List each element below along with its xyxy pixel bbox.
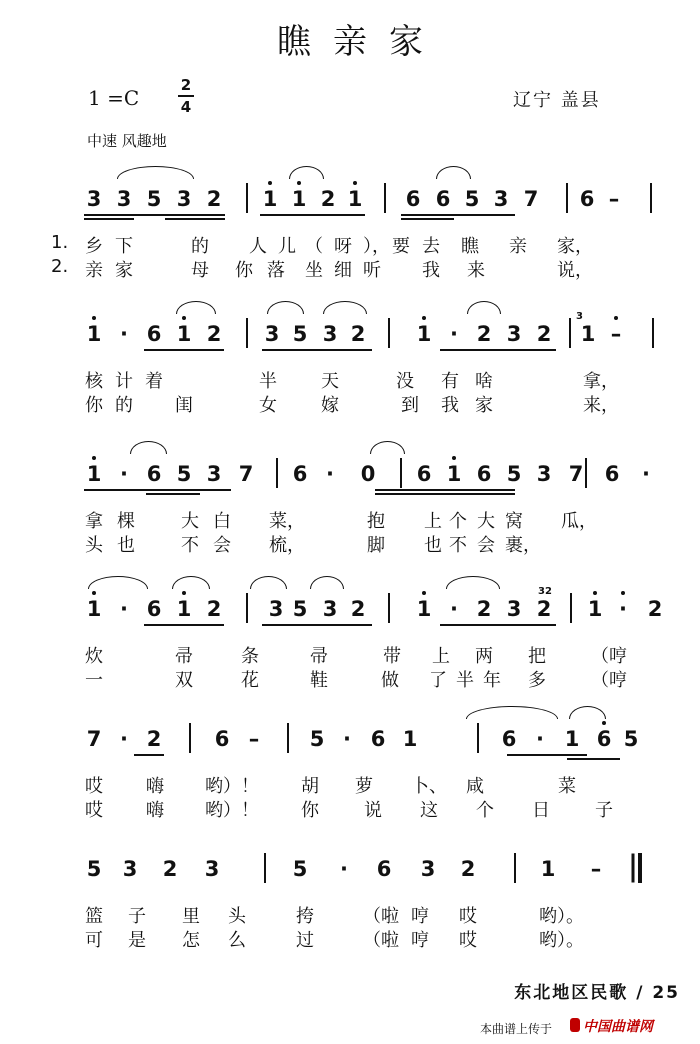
lyric-verse1: 计 [115, 371, 133, 392]
lyric-verse1: 帚 [175, 646, 193, 667]
note: 3 [506, 597, 522, 621]
note: 2 [460, 857, 476, 881]
note: · [536, 727, 544, 751]
note: · [120, 322, 128, 346]
note: 3 [122, 857, 138, 881]
note: 2 [476, 597, 492, 621]
note: 3 [506, 322, 522, 346]
lyric-verse1: 哼 [411, 906, 429, 927]
note: 1 [444, 462, 464, 486]
barline [585, 458, 587, 488]
score-line [0, 570, 700, 690]
slur-arc [446, 576, 500, 589]
note: · [613, 597, 633, 621]
lyric-verse1: 挎 [296, 906, 314, 927]
note: 2 [647, 597, 663, 621]
lyric-verse2: （哼 [591, 670, 627, 691]
note: 6 [370, 727, 386, 751]
barline [570, 593, 572, 623]
beam-underline [375, 489, 515, 491]
page-footer: 东北地区民歌 / 25 [514, 983, 680, 1003]
note: 3 [206, 462, 222, 486]
song-origin: 辽宁 盖县 [513, 90, 601, 111]
lyric-verse2: 女 [259, 395, 277, 416]
lyric-verse2: 说， [557, 260, 593, 281]
note: 1 [414, 597, 434, 621]
lyric-verse2: 闺 [175, 395, 193, 416]
note: 1 [564, 727, 580, 751]
note: · [326, 462, 334, 486]
lyric-verse2: 哎 [85, 800, 103, 821]
lyric-verse2: 细 [334, 260, 352, 281]
beam-underline [144, 349, 224, 351]
lyric-verse2: 哼 [411, 930, 429, 951]
beam-underline [507, 754, 587, 756]
slur-arc [467, 301, 501, 314]
beam-underline [84, 489, 231, 491]
barline [400, 458, 402, 488]
note: 2 [206, 187, 222, 211]
lyric-verse2: 的 [115, 395, 133, 416]
note: 2 [146, 727, 162, 751]
lyric-verse2: 鞋 [310, 670, 328, 691]
barline [246, 593, 248, 623]
lyric-verse2: 母 [191, 260, 209, 281]
note: 1 [174, 597, 194, 621]
note: 3 [116, 187, 132, 211]
beam-underline [440, 624, 556, 626]
slur-arc [172, 576, 210, 589]
note: 2 [206, 597, 222, 621]
lyric-verse2: 来， [583, 395, 619, 416]
barline [287, 723, 289, 753]
barline [650, 183, 652, 213]
slur-arc [130, 441, 167, 454]
beam-underline [144, 624, 224, 626]
slur-arc [466, 706, 558, 719]
lyric-verse1: 着 [145, 371, 163, 392]
lyric-verse1: 亲 [509, 236, 527, 257]
lyric-verse1: 把 [528, 646, 546, 667]
lyric-verse1: 1. [51, 232, 69, 253]
lyric-verse1: 去 [422, 236, 440, 257]
lyric-verse1: 棵 [117, 511, 135, 532]
final-barline [638, 853, 642, 883]
barline [246, 318, 248, 348]
lyric-verse2: 花 [241, 670, 259, 691]
lyric-verse2: 来 [467, 260, 485, 281]
note: 3 [86, 187, 102, 211]
note: 6 [214, 727, 230, 751]
note: 2 [162, 857, 178, 881]
barline [388, 318, 390, 348]
slur-arc [289, 166, 324, 179]
note: – [590, 857, 602, 881]
note: 2 [536, 597, 552, 621]
note: · [120, 462, 128, 486]
lyric-verse2: 会 [213, 535, 231, 556]
barline [388, 593, 390, 623]
score-line [0, 295, 700, 415]
grace-note: 3 [576, 311, 583, 322]
lyric-verse1: （ [305, 236, 323, 257]
barline [477, 723, 479, 753]
note: 1 [84, 597, 104, 621]
lyric-verse1: 没 [396, 371, 414, 392]
score-line [0, 160, 700, 280]
note: 7 [523, 187, 539, 211]
barline [566, 183, 568, 213]
slur-arc [370, 441, 405, 454]
note: · [120, 727, 128, 751]
note: 1 [174, 322, 194, 346]
lyric-verse2: 一 [85, 670, 103, 691]
lyric-verse1: 家， [557, 236, 593, 257]
beam-underline [134, 754, 164, 756]
note: 3 [536, 462, 552, 486]
lyric-verse1: 大 [181, 511, 199, 532]
note: 5 [292, 857, 308, 881]
lyric-verse2: 头 [85, 535, 103, 556]
upload-credit: 本曲谱上传于 [480, 1022, 553, 1036]
note: 1 [345, 187, 365, 211]
lyric-verse2: 日 [532, 800, 550, 821]
lyric-verse1: 里 [182, 906, 200, 927]
lyric-verse2: 梳， [269, 535, 305, 556]
lyric-verse1: 菜 [558, 776, 576, 797]
note: 1 [84, 322, 104, 346]
note: 7 [568, 462, 584, 486]
barline [652, 318, 654, 348]
lyric-verse2: （啦 [363, 930, 399, 951]
lyric-verse1: 哎 [85, 776, 103, 797]
lyric-verse1: 炊 [85, 646, 103, 667]
lyric-verse1: 子 [128, 906, 146, 927]
note: – [248, 727, 260, 751]
note: 6 [435, 187, 451, 211]
slur-arc [250, 576, 287, 589]
beam-underline [401, 218, 454, 220]
lyric-verse1: 哟）。 [539, 906, 584, 927]
lyric-verse2: 亲 [85, 260, 103, 281]
beam-underline [567, 758, 620, 760]
lyric-verse1: 拿 [85, 511, 103, 532]
lyric-verse1: 半 [259, 371, 277, 392]
note: 5 [86, 857, 102, 881]
lyric-verse2: 会 [477, 535, 495, 556]
lyric-verse1: 抱 [367, 511, 385, 532]
site-name: 中国曲谱网 [583, 1019, 653, 1035]
barline [246, 183, 248, 213]
meter-bottom: 4 [180, 98, 192, 116]
note: · [642, 462, 650, 486]
lyric-verse2: 双 [175, 670, 193, 691]
note: 2 [536, 322, 552, 346]
lyric-verse1: 核 [85, 371, 103, 392]
note: 1 [540, 857, 556, 881]
lyric-verse1: 天 [321, 371, 339, 392]
note: 6 [376, 857, 392, 881]
note: 2 [206, 322, 222, 346]
lyric-verse2: 年 [483, 670, 501, 691]
lyric-verse1: 菜， [269, 511, 305, 532]
lyric-verse2: 坐 [305, 260, 323, 281]
note: 6 [594, 727, 614, 751]
note: 6 [416, 462, 432, 486]
lyric-verse1: 带 [383, 646, 401, 667]
note: – [608, 187, 620, 211]
lyric-verse2: 嫁 [321, 395, 339, 416]
lyric-verse1: （啦 [363, 906, 399, 927]
note: 1 [585, 597, 605, 621]
lyric-verse1: 儿 [278, 236, 296, 257]
beam-underline [262, 349, 372, 351]
lyric-verse1: 人 [249, 236, 267, 257]
beam-underline [262, 624, 372, 626]
note: 2 [350, 322, 366, 346]
note: 5 [309, 727, 325, 751]
beam-underline [146, 493, 200, 495]
note: 6 [146, 462, 162, 486]
note: 3 [264, 322, 280, 346]
note: 6 [146, 322, 162, 346]
lyric-verse1: 头 [228, 906, 246, 927]
lyric-verse2: 哟）！ [205, 800, 259, 821]
note: 1 [289, 187, 309, 211]
song-title: 瞧亲家 [277, 22, 445, 62]
note: 5 [292, 597, 308, 621]
slur-arc [88, 576, 148, 589]
lyric-verse1: 哎 [459, 906, 477, 927]
barline [264, 853, 266, 883]
barline [514, 853, 516, 883]
score-line [0, 435, 700, 555]
lyric-verse2: 哟）。 [539, 930, 584, 951]
lyric-verse1: 大 [477, 511, 495, 532]
lyric-verse2: 哎 [459, 930, 477, 951]
lyric-verse1: 瓜， [561, 511, 597, 532]
lyric-verse1: 哟）！ [205, 776, 259, 797]
beam-underline [440, 349, 556, 351]
note: 6 [476, 462, 492, 486]
barline [276, 458, 278, 488]
lyric-verse2: 也 [424, 535, 442, 556]
note: 1 [402, 727, 418, 751]
lyric-verse1: 白 [213, 511, 231, 532]
lyric-verse2: 半 [456, 670, 474, 691]
site-logo-icon [570, 1018, 580, 1032]
lyric-verse2: 过 [296, 930, 314, 951]
lyric-verse2: 2. [51, 256, 69, 277]
tempo-marking: 中速 风趣地 [87, 132, 167, 150]
lyric-verse1: 个 [449, 511, 467, 532]
lyric-verse1: 上 [432, 646, 450, 667]
lyric-verse1: 拿， [583, 371, 619, 392]
lyric-verse2: 不 [449, 535, 467, 556]
lyric-verse2: 家 [475, 395, 493, 416]
slur-arc [267, 301, 304, 314]
lyric-verse2: 也 [117, 535, 135, 556]
note: 7 [86, 727, 102, 751]
lyric-verse2: 到 [401, 395, 419, 416]
lyric-verse2: 你 [85, 395, 103, 416]
note: 1 [414, 322, 434, 346]
beam-underline [84, 214, 225, 216]
barline [384, 183, 386, 213]
note: 6 [405, 187, 421, 211]
lyric-verse2: 落 [267, 260, 285, 281]
lyric-verse2: 裹， [505, 535, 541, 556]
note: · [120, 597, 128, 621]
note: 3 [420, 857, 436, 881]
note: 1 [84, 462, 104, 486]
lyric-verse1: 帚 [310, 646, 328, 667]
note: 3 [493, 187, 509, 211]
lyric-verse2: 多 [528, 670, 546, 691]
slur-arc [323, 301, 367, 314]
lyric-verse2: 了 [429, 670, 447, 691]
lyric-verse1: 两 [475, 646, 493, 667]
note: 5 [506, 462, 522, 486]
lyric-verse2: 说 [364, 800, 382, 821]
note: 2 [476, 322, 492, 346]
lyric-verse2: 不 [181, 535, 199, 556]
note: 1 [580, 322, 596, 346]
lyric-verse1: ）， [363, 236, 390, 257]
lyric-verse1: 要 [392, 236, 410, 257]
lyric-verse1: 瞧 [461, 236, 479, 257]
beam-underline [165, 218, 225, 220]
lyric-verse1: （哼 [591, 646, 627, 667]
lyric-verse2: 怎 [182, 930, 200, 951]
lyric-verse2: 你 [301, 800, 319, 821]
lyric-verse1: 呀 [334, 236, 352, 257]
note: 5 [292, 322, 308, 346]
lyric-verse2: 脚 [367, 535, 385, 556]
lyric-verse2: 是 [128, 930, 146, 951]
time-signature [178, 76, 194, 116]
note: 6 [604, 462, 620, 486]
lyric-verse1: 上 [424, 511, 442, 532]
lyric-verse1: 篮 [85, 906, 103, 927]
note: – [606, 322, 626, 346]
lyric-verse2: 我 [441, 395, 459, 416]
lyric-verse1: 窝 [505, 511, 523, 532]
slur-arc [117, 166, 194, 179]
lyric-verse1: 条 [241, 646, 259, 667]
lyric-verse1: 嗨 [146, 776, 164, 797]
slur-arc [569, 706, 606, 719]
beam-underline [260, 214, 365, 216]
note: 6 [146, 597, 162, 621]
note: · [343, 727, 351, 751]
lyric-verse2: 听 [363, 260, 381, 281]
lyric-verse1: 萝 [355, 776, 373, 797]
lyric-verse1: 咸 [466, 776, 484, 797]
note: 5 [464, 187, 480, 211]
note: 7 [238, 462, 254, 486]
lyric-verse2: 我 [422, 260, 440, 281]
score-line [0, 830, 700, 950]
lyric-verse2: 这 [420, 800, 438, 821]
lyric-verse2: 可 [85, 930, 103, 951]
note: 1 [260, 187, 280, 211]
lyric-verse2: 嗨 [146, 800, 164, 821]
note: 2 [350, 597, 366, 621]
note: 6 [501, 727, 517, 751]
meter-bar [178, 95, 194, 97]
lyric-verse1: 啥 [475, 371, 493, 392]
lyric-verse2: 你 [235, 260, 253, 281]
note: 3 [322, 322, 338, 346]
lyric-verse1: 下 [115, 236, 133, 257]
note: 3 [204, 857, 220, 881]
lyric-verse2: 家 [115, 260, 133, 281]
note: 3 [268, 597, 284, 621]
lyric-verse1: 有 [441, 371, 459, 392]
note: 3 [176, 187, 192, 211]
key-signature: 1 =C [88, 86, 140, 110]
lyric-verse1: 乡 [85, 236, 103, 257]
barline [569, 318, 571, 348]
lyric-verse1: 卜、 [411, 776, 447, 797]
lyric-verse2: 子 [595, 800, 613, 821]
score-line [0, 700, 700, 820]
beam-underline [401, 214, 515, 216]
slur-arc [176, 301, 216, 314]
lyric-verse1: 胡 [301, 776, 319, 797]
slur-arc [436, 166, 471, 179]
lyric-verse1: 的 [191, 236, 209, 257]
note: 2 [320, 187, 336, 211]
barline [189, 723, 191, 753]
note: 5 [176, 462, 192, 486]
lyric-verse2: 么 [228, 930, 246, 951]
lyric-verse2: 个 [476, 800, 494, 821]
note: 6 [579, 187, 595, 211]
note: 5 [623, 727, 639, 751]
lyric-verse2: 做 [381, 670, 399, 691]
beam-underline [84, 218, 134, 220]
note: 3 [322, 597, 338, 621]
note: · [450, 597, 458, 621]
note: · [340, 857, 348, 881]
meter-top: 2 [180, 76, 192, 94]
note: 0 [360, 462, 376, 486]
note: · [450, 322, 458, 346]
slur-arc [310, 576, 344, 589]
beam-underline [440, 493, 515, 495]
grace-note: 32 [538, 586, 552, 597]
note: 6 [292, 462, 308, 486]
note: 5 [146, 187, 162, 211]
